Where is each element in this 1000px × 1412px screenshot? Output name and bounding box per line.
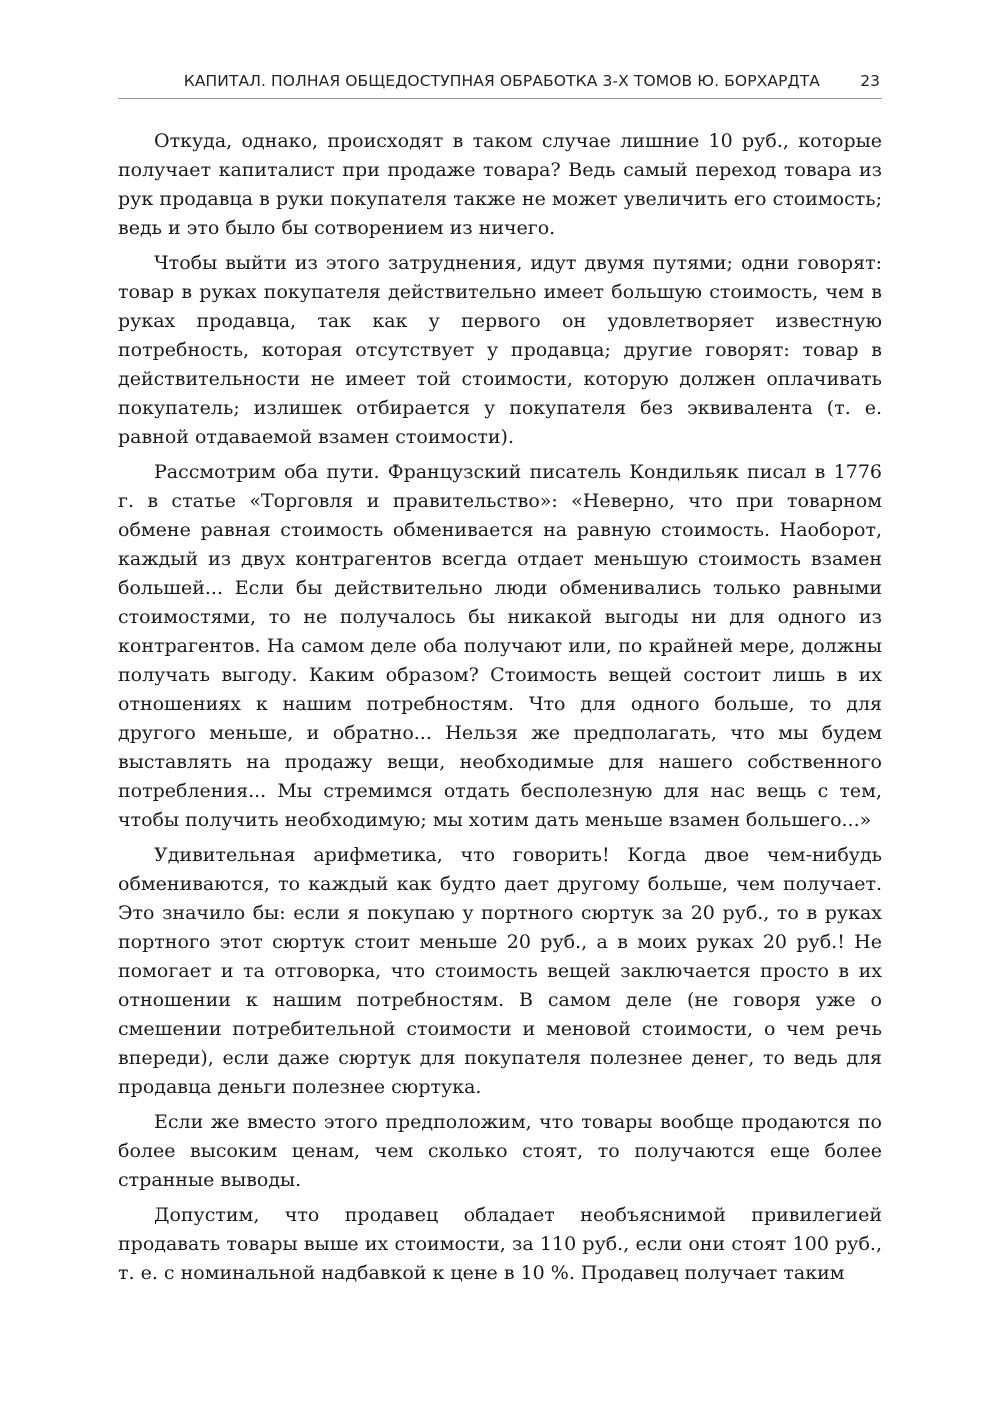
- paragraph: Допустим, что продавец обладает необъяснимой привилегией продавать товары выше их стоимости, за 110 руб., если они стоят 100 руб., т. е. с номинальной надбавкой к цене в 10 %. Продавец получает таким: [118, 1204, 882, 1284]
- paragraph: Рассмотрим оба пути. Французский писатель Кондильяк писал в 1776 г. в статье «Торговля и правительство»: «Неверно, что при товарном обмене равная стоимость обменивается на равную стоимость. Наоборот, каждый из двух контрагентов всегда отдает меньшую стоимость взамен большей... Если бы действительно люди обменивались только равными стоимостями, то не получалось бы никакой выгоды ни для одного из контрагентов. На самом деле оба получают или, по крайней мере, должны получать выгоду. Каким образом? Стоимость вещей состоит лишь в их отношениях к нашим потребностям. Что для одного больше, то для другого меньше, и обратно... Нельзя же предполагать, что мы будем выставлять на продажу вещи, необходимые для нашего собственного потребления... Мы стремимся отдать бесполезную для нас вещь с тем, чтобы получить необходимую; мы хотим дать меньше взамен большего...»: [118, 461, 882, 831]
- running-title: КАПИТАЛ. ПОЛНАЯ ОБЩЕДОСТУПНАЯ ОБРАБОТКА 3-Х ТОМОВ Ю. БОРХАРДТА: [183, 72, 820, 90]
- paragraph: Если же вместо этого предположим, что товары вообще продаются по более высоким ценам, чем сколько стоят, то получаются еще более странные выводы.: [118, 1111, 882, 1191]
- body-text: [118, 127, 882, 1294]
- running-header: [118, 70, 882, 99]
- paragraph: Откуда, однако, происходят в таком случае лишние 10 руб., которые получает капиталист при продаже товара? Ведь самый переход товара из рук продавца в руки покупателя также не может увеличить его стоимость; ведь и это было бы сотворением из ничего.: [118, 130, 882, 239]
- paragraph: Удивительная арифметика, что говорить! Когда двое чем-нибудь обмениваются, то каждый как будто дает другому больше, чем получает. Это значило бы: если я покупаю у портного сюртук за 20 руб., то в руках портного этот сюртук стоит меньше 20 руб., а в моих руках 20 руб.! Не помогает и та отговорка, что стоимость вещей заключается просто в их отношении к нашим потребностям. В самом деле (не говоря уже о смешении потребительной стоимости и меновой стоимости, о чем речь впереди), если даже сюртук для покупателя полезнее денег, то ведь для продавца деньги полезнее сюртука.: [118, 844, 882, 1098]
- page-number: 23: [860, 72, 880, 90]
- paragraph: Чтобы выйти из этого затруднения, идут двумя путями; одни говорят: товар в руках покупателя действительно имеет большую стоимость, чем в руках продавца, так как у первого он удовлетворяет известную потребность, которая отсутствует у продавца; другие говорят: товар в действительности не имеет той стоимости, которую должен оплачивать покупатель; излишек отбирается у покупателя без эквивалента (т. е. равной отдаваемой взамен стоимости).: [118, 252, 882, 448]
